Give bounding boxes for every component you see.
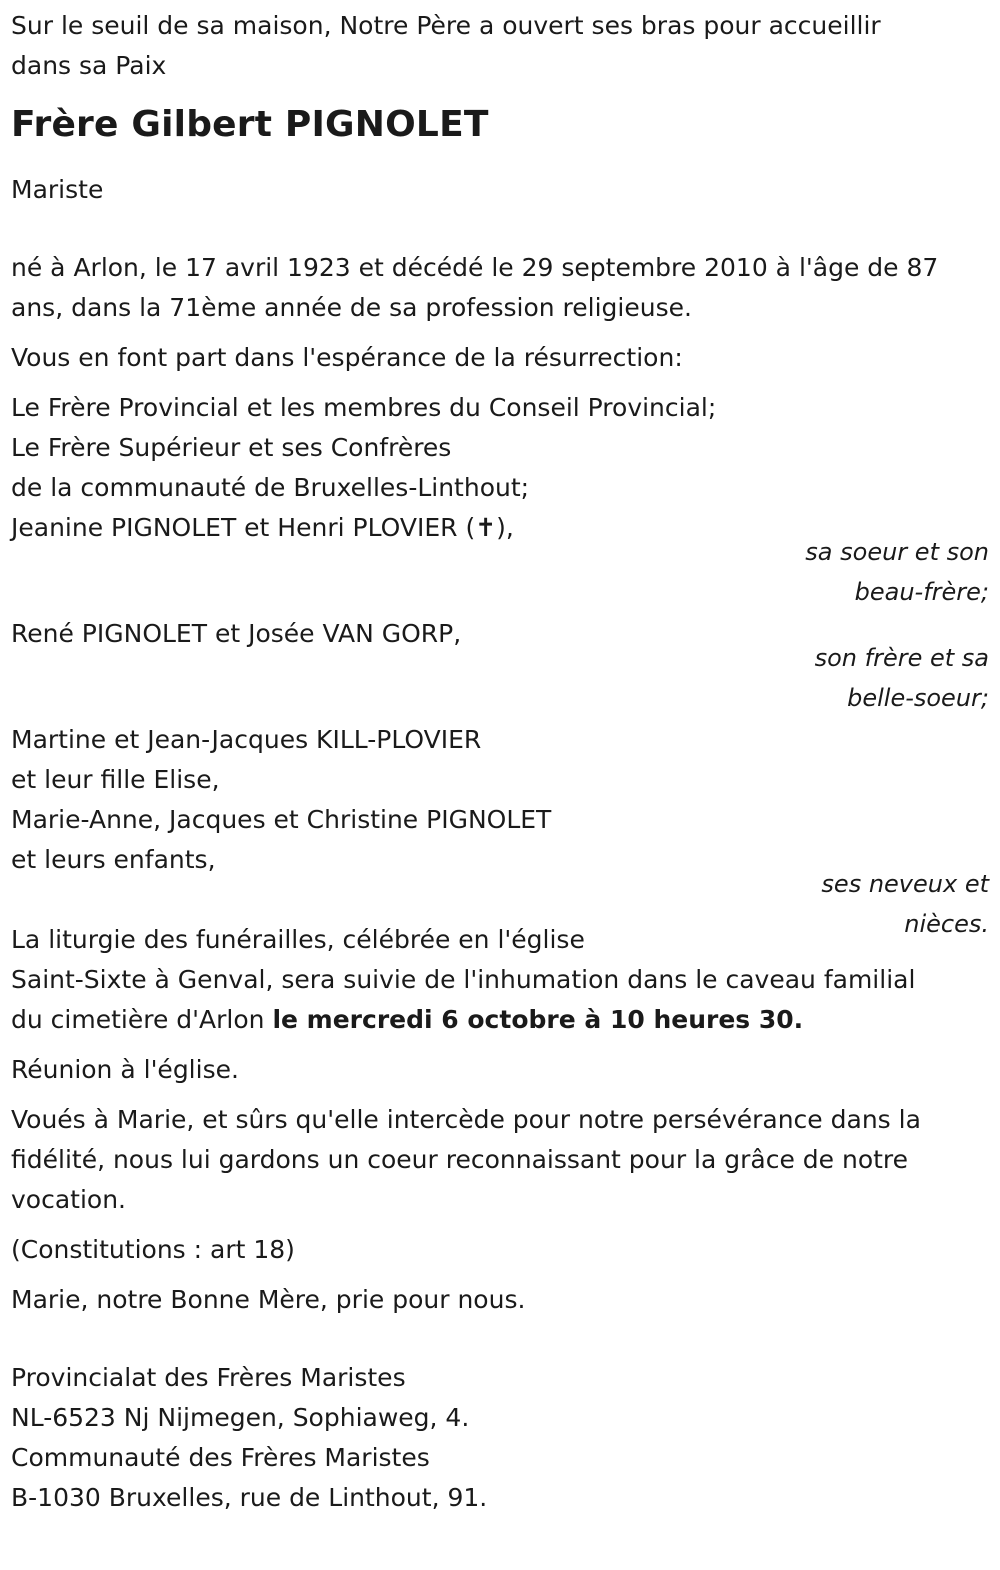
- devotion-line: Voués à Marie, et sûrs qu'elle intercède pour notre persévérance dans la: [11, 1105, 921, 1134]
- relation-line: beau-frère;: [854, 578, 989, 606]
- relation-line: ses neveux et: [821, 870, 989, 898]
- funeral-info: [11, 920, 991, 1040]
- religious-order: Mariste: [11, 175, 104, 204]
- obituary-notice: [11, 6, 991, 1518]
- family-line: Le Frère Supérieur et ses Confrères: [11, 433, 452, 462]
- family-list: [11, 388, 991, 944]
- biography: [11, 248, 991, 328]
- address-line: Communauté des Frères Maristes: [11, 1443, 430, 1472]
- intro-line: dans sa Paix: [11, 51, 167, 80]
- relation-line: sa soeur et son: [805, 538, 989, 566]
- relation-line: belle-soeur;: [847, 684, 989, 712]
- funeral-date-time: le mercredi 6 octobre à 10 heures 30.: [272, 1005, 804, 1034]
- family-line: et leur fille Elise,: [11, 765, 220, 794]
- funeral-line: [11, 1000, 991, 1040]
- address-line: B-1030 Bruxelles, rue de Linthout, 91.: [11, 1483, 488, 1512]
- family-line: Jeanine PIGNOLET et Henri PLOVIER (✝),: [11, 513, 514, 542]
- intro-text: [11, 6, 991, 86]
- deceased-name: Frère Gilbert PIGNOLET: [11, 104, 489, 145]
- devotion-line: vocation.: [11, 1185, 126, 1214]
- prayer: Marie, notre Bonne Mère, prie pour nous.: [11, 1285, 526, 1314]
- intro-line: Sur le seuil de sa maison, Notre Père a ouvert ses bras pour accueillir: [11, 11, 881, 40]
- family-line: et leurs enfants,: [11, 845, 216, 874]
- addresses: [11, 1358, 991, 1518]
- devotion-text: [11, 1100, 991, 1220]
- citation: (Constitutions : art 18): [11, 1235, 295, 1264]
- funeral-place: du cimetière d'Arlon: [11, 1005, 273, 1034]
- funeral-line: La liturgie des funérailles, célébrée en l'église: [11, 925, 585, 954]
- family-line: Martine et Jean-Jacques KILL-PLOVIER: [11, 725, 482, 754]
- devotion-line: fidélité, nous lui gardons un coeur reconnaissant pour la grâce de notre: [11, 1145, 909, 1174]
- announcement-text: Vous en font part dans l'espérance de la résurrection:: [11, 343, 683, 372]
- biography-line: né à Arlon, le 17 avril 1923 et décédé le 29 septembre 2010 à l'âge de 87: [11, 253, 939, 282]
- family-line: Marie-Anne, Jacques et Christine PIGNOLET: [11, 805, 552, 834]
- biography-line: ans, dans la 71ème année de sa profession religieuse.: [11, 293, 692, 322]
- family-line: de la communauté de Bruxelles-Linthout;: [11, 473, 530, 502]
- family-line: René PIGNOLET et Josée VAN GORP,: [11, 619, 462, 648]
- funeral-line: Saint-Sixte à Genval, sera suivie de l'inhumation dans le caveau familial: [11, 965, 916, 994]
- relation-line: nièces.: [904, 910, 989, 938]
- meeting-note: Réunion à l'église.: [11, 1055, 239, 1084]
- relation-line: son frère et sa: [814, 644, 989, 672]
- address-line: NL-6523 Nj Nijmegen, Sophiaweg, 4.: [11, 1403, 470, 1432]
- address-line: Provincialat des Frères Maristes: [11, 1363, 406, 1392]
- family-line: Le Frère Provincial et les membres du Conseil Provincial;: [11, 393, 717, 422]
